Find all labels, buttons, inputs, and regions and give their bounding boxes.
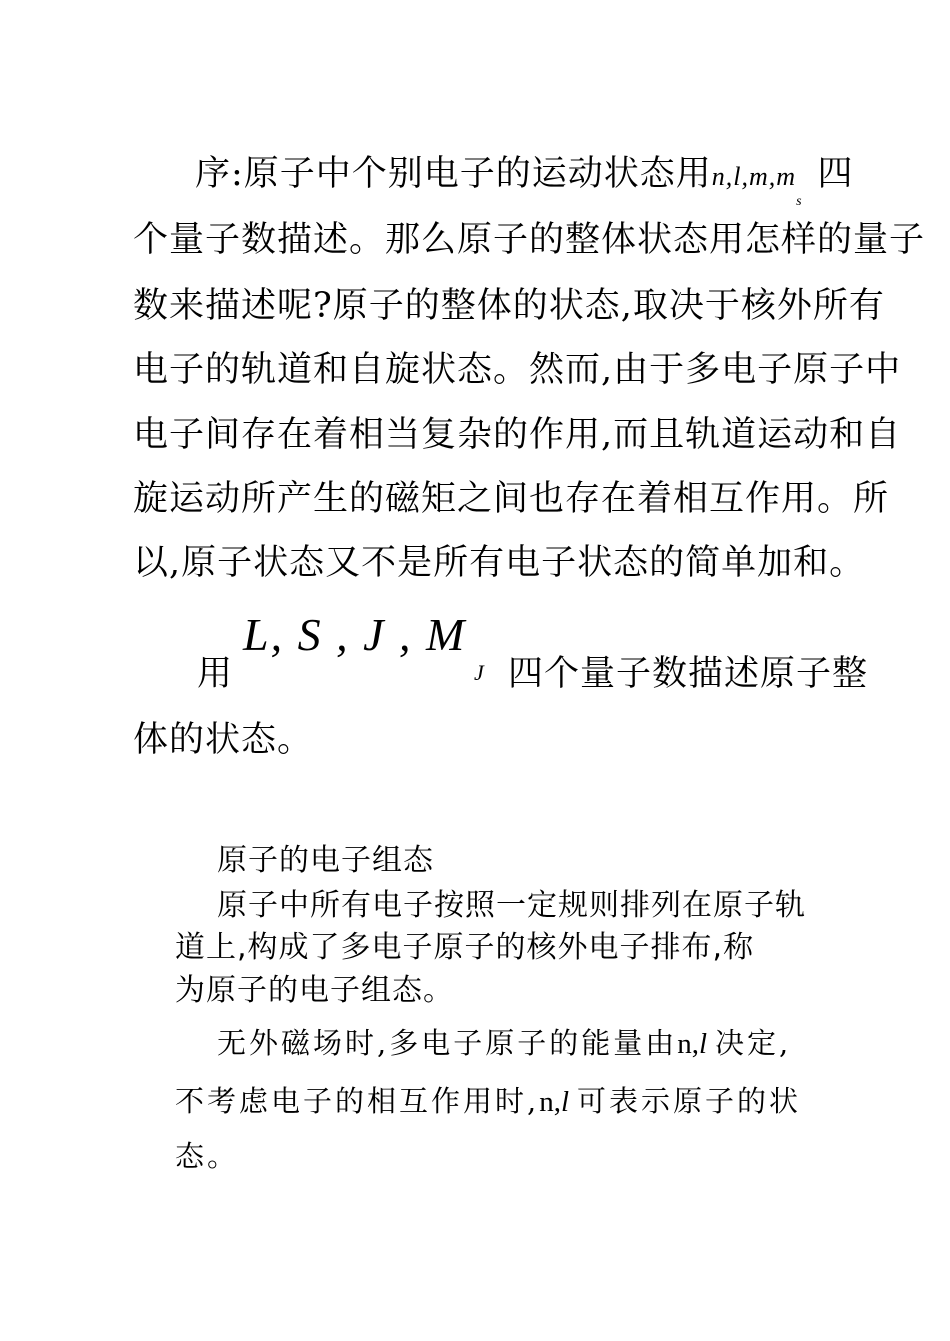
para2-line-2-end: 可表示原子的状	[577, 1084, 802, 1118]
config-para2-line-3: 态。	[175, 1139, 240, 1173]
quantum-numbers-lsjm: L, S , J , M	[243, 609, 467, 660]
quantum-prefix: 用	[197, 654, 234, 694]
quantum-suffix: 四个量子数描述原子整	[508, 654, 869, 694]
config-para2-line-1	[217, 1025, 791, 1062]
var-n-2: n,	[539, 1086, 561, 1118]
preface-line-6: 旋运动所产生的磁矩之间也存在着相互作用。所	[133, 479, 890, 519]
var-l: l	[698, 1028, 708, 1060]
para2-line-2-text: 不考虑电子的相互作用时,	[175, 1084, 540, 1118]
preface-line-1-end: 四	[817, 154, 854, 194]
quantum-numbers-nlmm: n,l,m,m	[711, 162, 797, 191]
config-para1-line-1: 原子中所有电子按照一定规则排列在原子轨	[217, 888, 806, 923]
preface-line-1	[195, 154, 854, 209]
preface-line-7: 以,原子状态又不是所有电子状态的简单加和。	[133, 543, 866, 583]
preface-line-5: 电子间存在着相当复杂的作用,而且轨道运动和自	[133, 415, 902, 455]
config-para1-line-2: 道上,构成了多电子原子的核外电子排布,称	[175, 930, 755, 965]
preface-line-1-text: 序:原子中个别电子的运动状态用	[195, 154, 712, 194]
para2-line-1-end: 决定,	[715, 1026, 792, 1060]
var-l-2: l	[560, 1086, 570, 1118]
subscript-j: J	[474, 660, 484, 685]
preface-line-4: 电子的轨道和自旋状态。然而,由于多电子原子中	[133, 350, 902, 390]
var-n: n,	[677, 1028, 699, 1060]
preface-line-2: 个量子数描述。那么原子的整体状态用怎样的量子	[133, 220, 926, 260]
config-para1-line-3: 为原子的电子组态。	[175, 973, 454, 1008]
para2-line-1-text: 无外磁场时,多电子原子的能量由	[217, 1026, 678, 1060]
config-para2-line-2	[175, 1083, 801, 1120]
preface-line-3: 数来描述呢?原子的整体的状态,取决于核外所有	[133, 286, 885, 326]
subscript-s: s	[796, 194, 802, 209]
section-heading: 原子的电子组态	[217, 843, 434, 878]
quantum-line-2: 体的状态。	[133, 720, 314, 760]
